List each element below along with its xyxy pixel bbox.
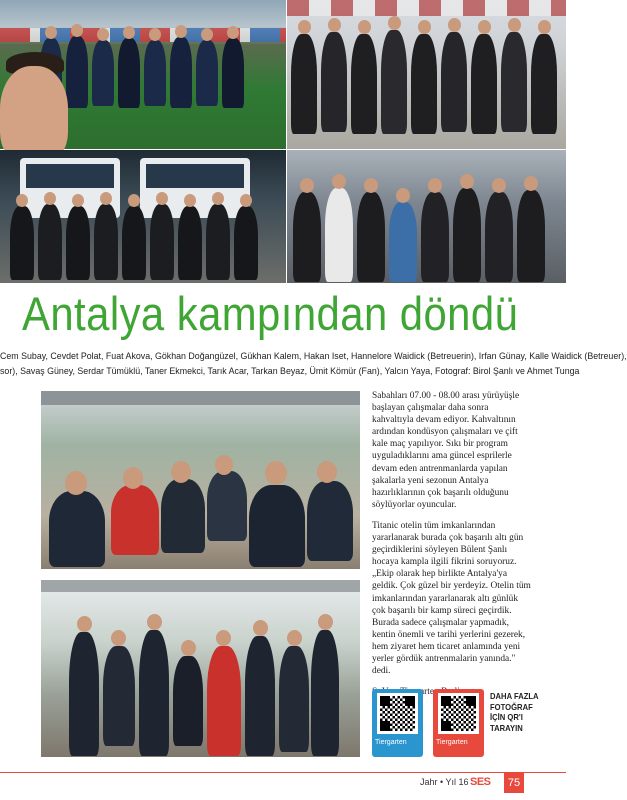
team-photo-night-buses xyxy=(0,150,286,283)
team-photo-terrace-seated xyxy=(41,391,360,569)
players-group xyxy=(293,162,561,282)
article-paragraph-1: Sabahları 07.00 - 08.00 arası yürüyüşle başlayan çalışmalar daha sonra kahvaltıyla devam ediyor. Kahvaltının ardından kondüsyon çalışmaları ve çift kale maç yapılıyor. Sıkı bir program uyguladıklarını ama güncel esprilerle devam eden antrenmanlarda yapılan şakalarla yeni sezonun Antalya hazırlıklarının çok başarılı olduğunu söylüyorlar oyuncular. xyxy=(372,391,520,510)
headline: Antalya kampından döndü xyxy=(22,287,519,340)
players-group xyxy=(291,14,561,144)
players-group xyxy=(49,431,354,567)
awning xyxy=(41,391,360,405)
players-group xyxy=(69,606,339,756)
qr-code-icon xyxy=(377,693,418,734)
qr-label-right: Tiergarten xyxy=(436,739,468,746)
selfie-face xyxy=(0,66,68,161)
team-photo-restaurant xyxy=(287,150,566,283)
team-photo-training-pitch xyxy=(0,0,286,149)
issue-label: Jahr • Yıl 16 xyxy=(420,777,469,787)
qr-code-right[interactable] xyxy=(433,689,484,757)
caption-line-1: Cem Subay, Cevdet Polat, Fuat Akova, Gökhan Doğangüzel, Gükhan Kalem, Hakan Iset, Hannelore Waidick (Betreuerin), Irfan Günay, Kalle Waidick (Betreuer), xyxy=(0,351,627,362)
players-group xyxy=(40,22,270,112)
awning xyxy=(41,580,360,592)
footer-rule xyxy=(0,772,566,773)
team-photo-terrace-standing xyxy=(41,580,360,757)
magazine-logo: SES xyxy=(470,776,491,788)
team-photo-hotel-lobby xyxy=(287,0,566,149)
qr-code-left[interactable] xyxy=(372,689,423,757)
page-number: 75 xyxy=(504,773,524,793)
qr-code-icon xyxy=(438,693,479,734)
article-paragraph-2: Titanic otelin tüm imkanlarından yararlanarak burada çok başarılı altı gün geçirdiklerini söyleyen Bülent Şanlı hocaya kampla ilgili fikrini soruyoruz. „Ekip olarak hep birlikte Antalya'ya geldik. Çok güzel bir yerdeyiz. Otelin tüm imkanlarından yararlanarak altı günlük çok başarılı bir kamp süreci geçirdik. Burada sadece çalışmalar yapmadık, kentin önemli ve tarihi yerlerini gezerek, hem ziyaret hem ticaret anlamında yeni yerler gördük antrenmalarin yanında." dedi. xyxy=(372,520,531,677)
caption-line-2: sor), Savaş Güney, Serdar Tümüklü, Taner Ekmekci, Tarık Acar, Tarkan Beyaz, Ümit Kömür (Fan), Yalcın Yaya, Fotograf: Birol Şanlı ve Ahmet Tunga xyxy=(0,366,580,377)
qr-call-to-action: DAHA FAZLA FOTOĞRAF İÇİN QR'I TARAYIN xyxy=(490,691,539,733)
players-group xyxy=(10,190,276,280)
qr-label-left: Tiergarten xyxy=(375,739,407,746)
article-body xyxy=(372,390,532,698)
